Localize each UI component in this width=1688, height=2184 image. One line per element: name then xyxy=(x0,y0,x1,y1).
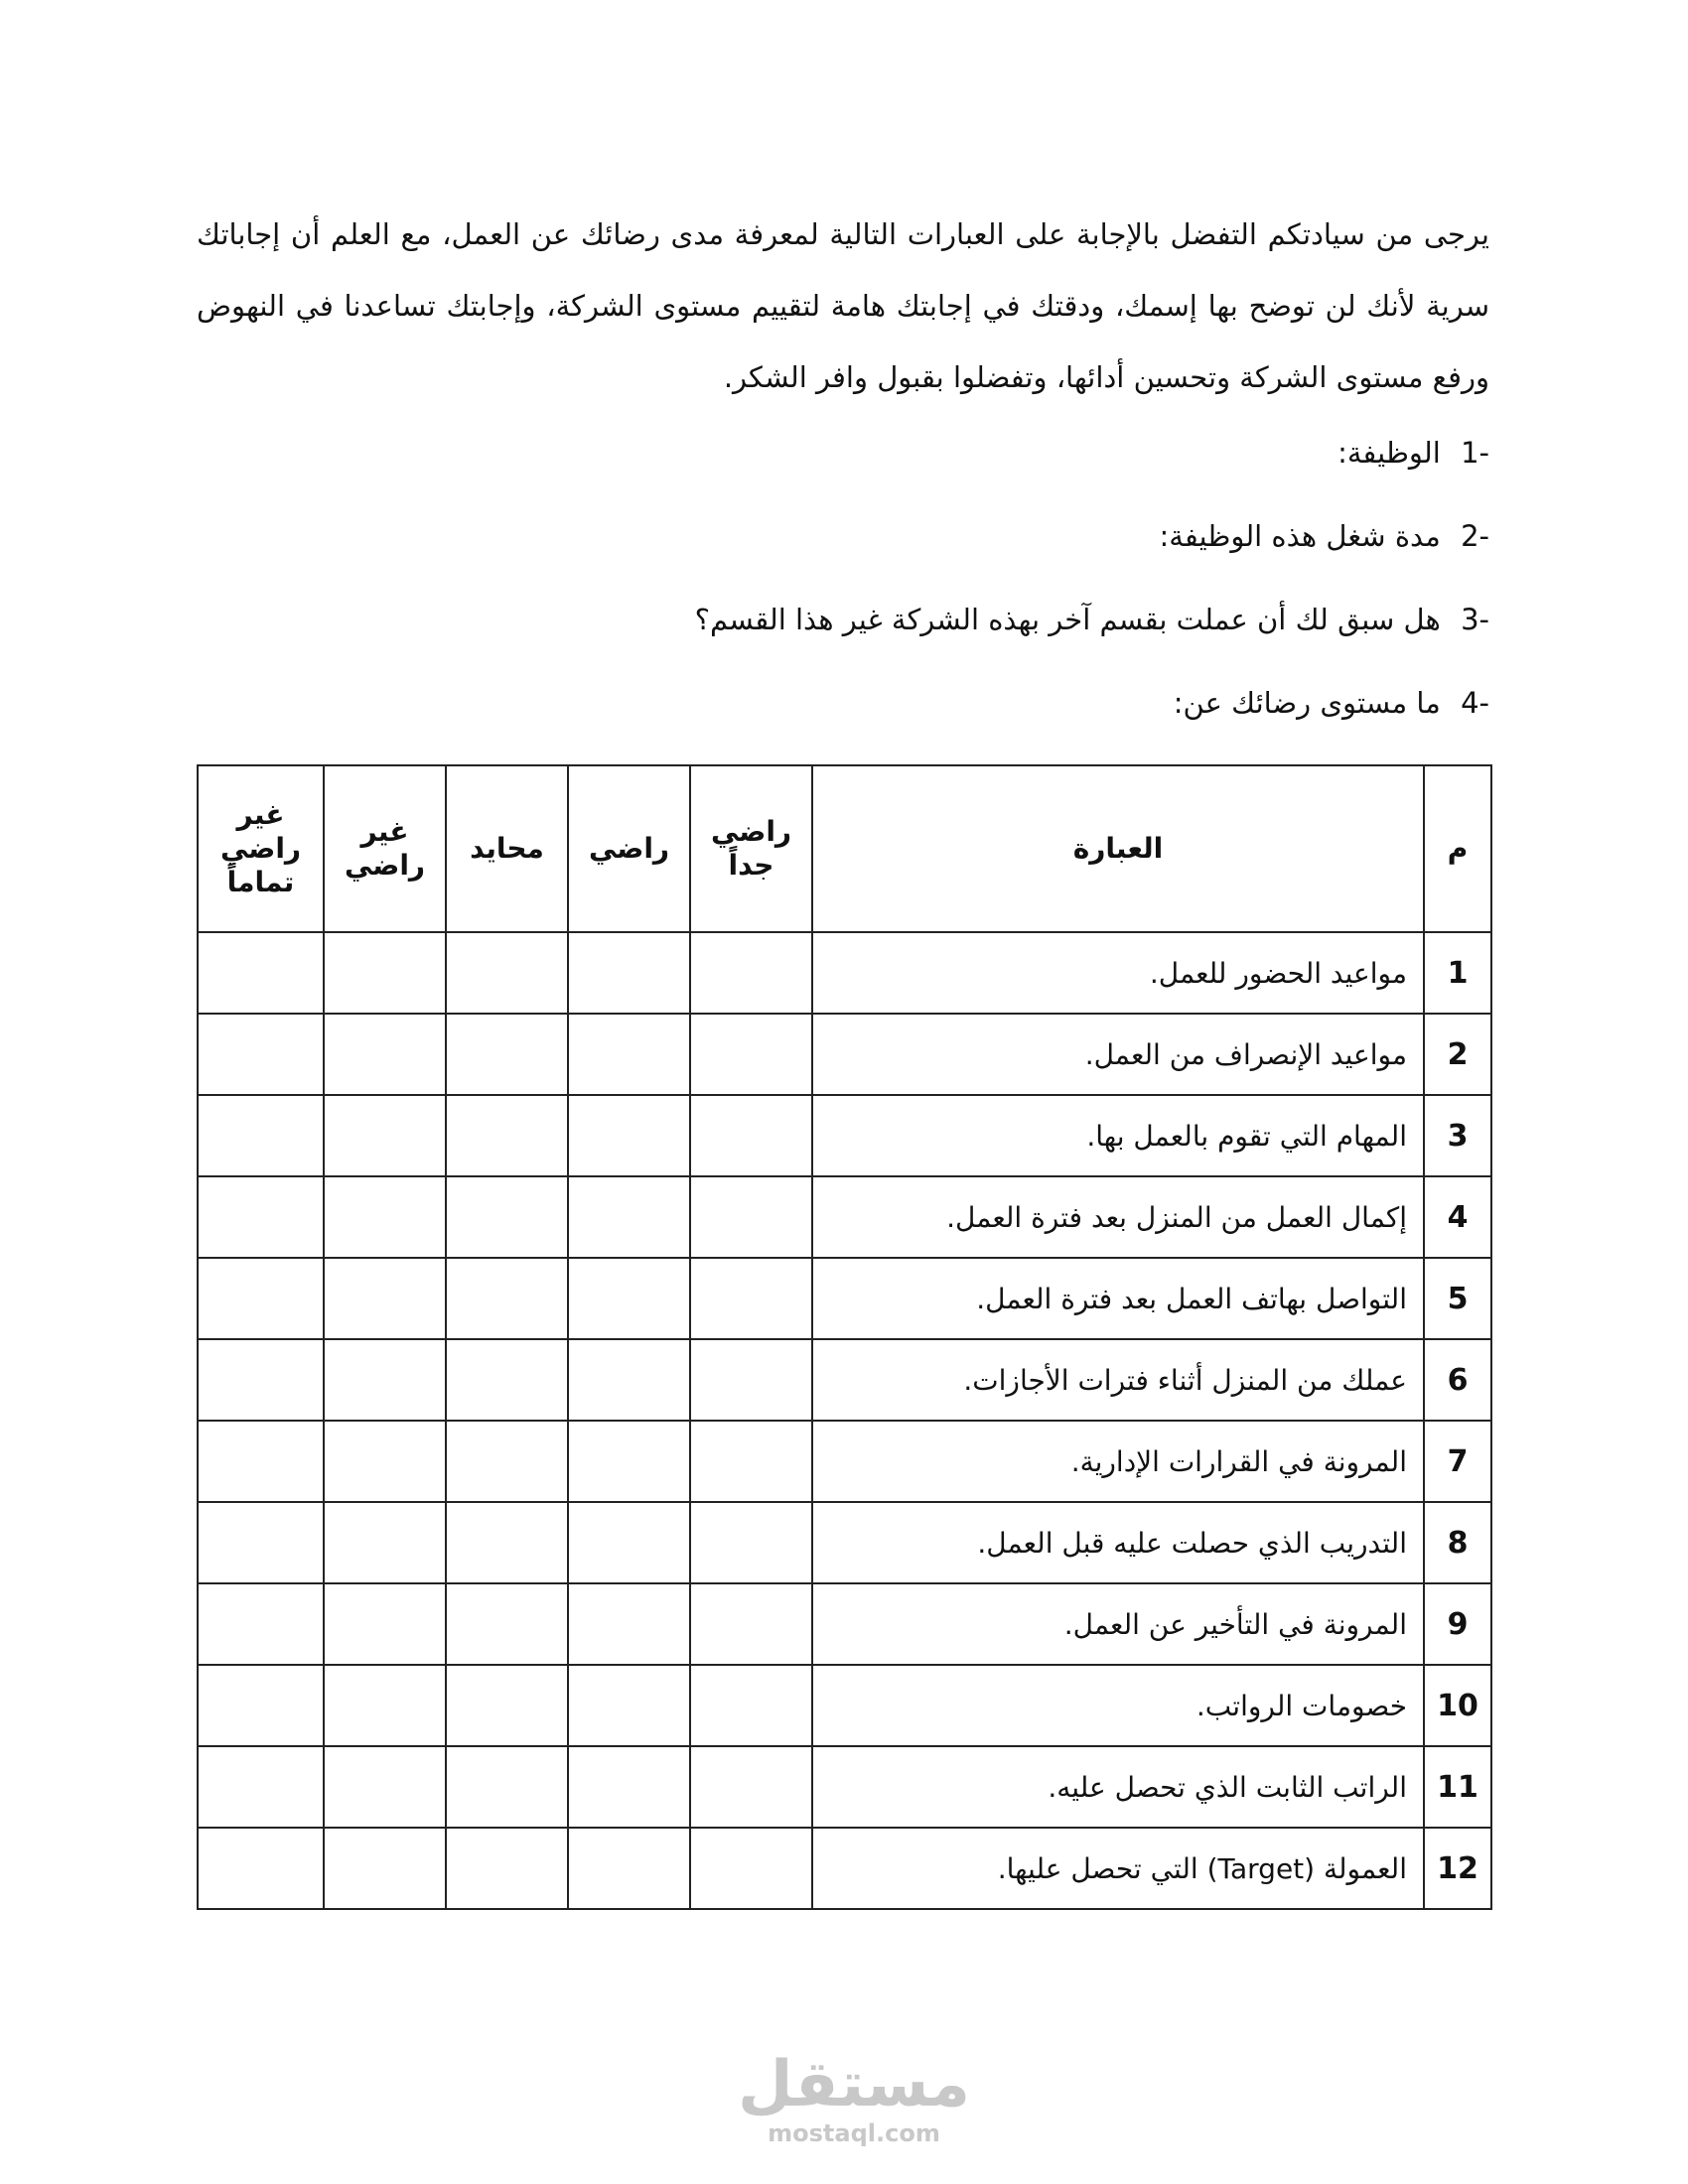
table-row xyxy=(198,1339,1491,1421)
rating-cell-neutral[interactable] xyxy=(446,1746,568,1828)
intro-paragraph: يرجى من سيادتكم التفضل بالإجابة على العبارات التالية لمعرفة مدى رضائك عن العمل، مع العلم أن إجاباتك سرية لأنك لن توضح بها إسمك، ودقتك في إجابتك هامة لتقييم مستوى الشركة، وإجابتك تساعدنا في النهوض ورفع مستوى الشركة وتحسين أدائها، وتفضلوا بقبول وافر الشكر. xyxy=(197,217,1489,394)
question-number: -4 xyxy=(1461,686,1489,720)
table-header-row xyxy=(198,765,1491,932)
rating-cell-very-satisfied[interactable] xyxy=(690,1502,812,1583)
rating-cell-very-satisfied[interactable] xyxy=(690,1583,812,1665)
row-number: 1 xyxy=(1424,932,1491,1014)
rating-cell-very-satisfied[interactable] xyxy=(690,1095,812,1176)
question-number: -3 xyxy=(1461,603,1489,636)
header-not-satisfied: غير راضي xyxy=(324,765,446,932)
rating-cell-neutral[interactable] xyxy=(446,1176,568,1258)
row-statement: خصومات الرواتب. xyxy=(812,1665,1424,1746)
rating-cell-neutral[interactable] xyxy=(446,1665,568,1746)
rating-cell-very-satisfied[interactable] xyxy=(690,1665,812,1746)
rating-cell-totally-not-satisfied[interactable] xyxy=(198,932,324,1014)
question-number: -2 xyxy=(1461,519,1489,553)
rating-cell-neutral[interactable] xyxy=(446,1828,568,1909)
row-number: 12 xyxy=(1424,1828,1491,1909)
question-number: -1 xyxy=(1461,436,1489,470)
table-row xyxy=(198,1502,1491,1583)
rating-cell-very-satisfied[interactable] xyxy=(690,1014,812,1095)
watermark-domain: mostaql.com xyxy=(768,2119,940,2147)
rating-cell-not-satisfied[interactable] xyxy=(324,1583,446,1665)
rating-cell-very-satisfied[interactable] xyxy=(690,932,812,1014)
header-neutral: محايد xyxy=(446,765,568,932)
rating-cell-very-satisfied[interactable] xyxy=(690,1339,812,1421)
rating-cell-satisfied[interactable] xyxy=(568,932,690,1014)
row-statement: مواعيد الإنصراف من العمل. xyxy=(812,1014,1424,1095)
rating-cell-totally-not-satisfied[interactable] xyxy=(198,1502,324,1583)
rating-cell-not-satisfied[interactable] xyxy=(324,1665,446,1746)
table-row xyxy=(198,932,1491,1014)
row-statement: العمولة (Target) التي تحصل عليها. xyxy=(812,1828,1424,1909)
row-number: 8 xyxy=(1424,1502,1491,1583)
row-number: 3 xyxy=(1424,1095,1491,1176)
rating-cell-not-satisfied[interactable] xyxy=(324,1339,446,1421)
rating-cell-satisfied[interactable] xyxy=(568,1095,690,1176)
row-statement: إكمال العمل من المنزل بعد فترة العمل. xyxy=(812,1176,1424,1258)
rating-cell-very-satisfied[interactable] xyxy=(690,1828,812,1909)
rating-cell-neutral[interactable] xyxy=(446,932,568,1014)
rating-cell-satisfied[interactable] xyxy=(568,1258,690,1339)
rating-cell-totally-not-satisfied[interactable] xyxy=(198,1339,324,1421)
question-text: مدة شغل هذه الوظيفة: xyxy=(1159,519,1441,553)
row-statement: المرونة في التأخير عن العمل. xyxy=(812,1583,1424,1665)
row-number: 11 xyxy=(1424,1746,1491,1828)
row-number: 6 xyxy=(1424,1339,1491,1421)
row-statement: الراتب الثابت الذي تحصل عليه. xyxy=(812,1746,1424,1828)
row-number: 5 xyxy=(1424,1258,1491,1339)
rating-cell-not-satisfied[interactable] xyxy=(324,1095,446,1176)
rating-cell-neutral[interactable] xyxy=(446,1339,568,1421)
table-body xyxy=(198,932,1491,1909)
question-text: ما مستوى رضائك عن: xyxy=(1173,686,1441,720)
header-statement: العبارة xyxy=(812,765,1424,932)
rating-cell-satisfied[interactable] xyxy=(568,1583,690,1665)
rating-cell-not-satisfied[interactable] xyxy=(324,1746,446,1828)
rating-cell-satisfied[interactable] xyxy=(568,1176,690,1258)
rating-cell-totally-not-satisfied[interactable] xyxy=(198,1421,324,1502)
rating-cell-satisfied[interactable] xyxy=(568,1828,690,1909)
rating-cell-satisfied[interactable] xyxy=(568,1746,690,1828)
rating-cell-totally-not-satisfied[interactable] xyxy=(198,1176,324,1258)
row-number: 10 xyxy=(1424,1665,1491,1746)
rating-cell-totally-not-satisfied[interactable] xyxy=(198,1746,324,1828)
rating-cell-very-satisfied[interactable] xyxy=(690,1258,812,1339)
table-row xyxy=(198,1665,1491,1746)
rating-cell-not-satisfied[interactable] xyxy=(324,932,446,1014)
rating-cell-satisfied[interactable] xyxy=(568,1014,690,1095)
row-statement: التدريب الذي حصلت عليه قبل العمل. xyxy=(812,1502,1424,1583)
row-number: 9 xyxy=(1424,1583,1491,1665)
row-statement: عملك من المنزل أثناء فترات الأجازات. xyxy=(812,1339,1424,1421)
rating-cell-neutral[interactable] xyxy=(446,1583,568,1665)
rating-cell-totally-not-satisfied[interactable] xyxy=(198,1828,324,1909)
rating-cell-neutral[interactable] xyxy=(446,1421,568,1502)
satisfaction-table xyxy=(197,764,1492,1910)
rating-cell-very-satisfied[interactable] xyxy=(690,1746,812,1828)
rating-cell-totally-not-satisfied[interactable] xyxy=(198,1014,324,1095)
table-row xyxy=(198,1176,1491,1258)
rating-cell-not-satisfied[interactable] xyxy=(324,1502,446,1583)
row-number: 7 xyxy=(1424,1421,1491,1502)
row-statement: المهام التي تقوم بالعمل بها. xyxy=(812,1095,1424,1176)
table-row xyxy=(198,1095,1491,1176)
question-4 xyxy=(199,683,1489,723)
table-row xyxy=(198,1258,1491,1339)
rating-cell-totally-not-satisfied[interactable] xyxy=(198,1095,324,1176)
rating-cell-neutral[interactable] xyxy=(446,1095,568,1176)
rating-cell-satisfied[interactable] xyxy=(568,1502,690,1583)
rating-cell-totally-not-satisfied[interactable] xyxy=(198,1258,324,1339)
question-2 xyxy=(199,516,1489,556)
row-number: 2 xyxy=(1424,1014,1491,1095)
question-text: هل سبق لك أن عملت بقسم آخر بهذه الشركة غير هذا القسم؟ xyxy=(694,603,1441,636)
mostaql-watermark xyxy=(735,2050,973,2147)
rating-cell-satisfied[interactable] xyxy=(568,1339,690,1421)
rating-cell-not-satisfied[interactable] xyxy=(324,1828,446,1909)
rating-cell-neutral[interactable] xyxy=(446,1014,568,1095)
header-satisfied: راضي xyxy=(568,765,690,932)
rating-cell-neutral[interactable] xyxy=(446,1502,568,1583)
rating-cell-totally-not-satisfied[interactable] xyxy=(198,1583,324,1665)
table-row xyxy=(198,1828,1491,1909)
rating-cell-not-satisfied[interactable] xyxy=(324,1421,446,1502)
rating-cell-satisfied[interactable] xyxy=(568,1665,690,1746)
question-3 xyxy=(199,600,1489,639)
rating-cell-neutral[interactable] xyxy=(446,1258,568,1339)
rating-cell-very-satisfied[interactable] xyxy=(690,1421,812,1502)
rating-cell-not-satisfied[interactable] xyxy=(324,1258,446,1339)
header-very-satisfied: راضي جداً xyxy=(690,765,812,932)
question-1 xyxy=(199,433,1489,473)
table-row xyxy=(198,1583,1491,1665)
rating-cell-not-satisfied[interactable] xyxy=(324,1014,446,1095)
rating-cell-totally-not-satisfied[interactable] xyxy=(198,1665,324,1746)
table-row xyxy=(198,1014,1491,1095)
row-statement: المرونة في القرارات الإدارية. xyxy=(812,1421,1424,1502)
question-text: الوظيفة: xyxy=(1337,436,1441,470)
row-statement: مواعيد الحضور للعمل. xyxy=(812,932,1424,1014)
header-totally-not-satisfied: غير راضي تماماً xyxy=(198,765,324,932)
rating-cell-very-satisfied[interactable] xyxy=(690,1176,812,1258)
header-number: م xyxy=(1424,765,1491,932)
table-row xyxy=(198,1421,1491,1502)
watermark-logo: مستقل xyxy=(737,2048,971,2121)
rating-cell-not-satisfied[interactable] xyxy=(324,1176,446,1258)
row-number: 4 xyxy=(1424,1176,1491,1258)
rating-cell-satisfied[interactable] xyxy=(568,1421,690,1502)
table-row xyxy=(198,1746,1491,1828)
row-statement: التواصل بهاتف العمل بعد فترة العمل. xyxy=(812,1258,1424,1339)
